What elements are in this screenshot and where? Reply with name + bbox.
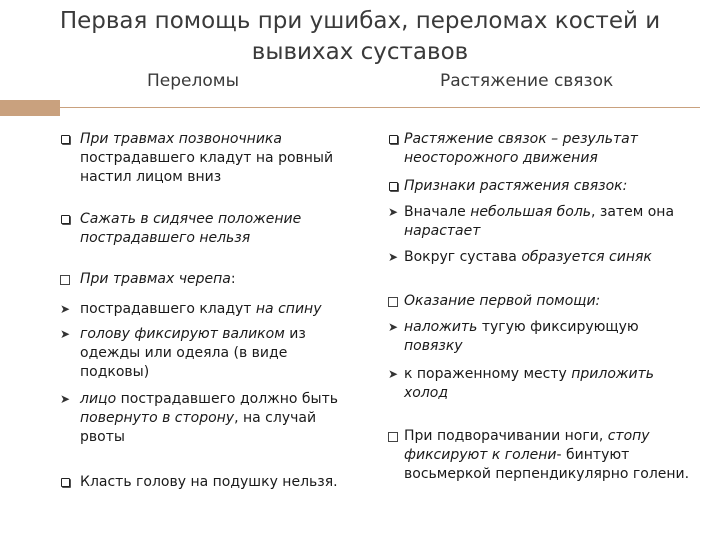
list-item-text: Признаки растяжения связок: xyxy=(404,178,628,194)
list-item-text: на спину xyxy=(255,301,322,317)
list-item-text: из одежды или одеяла (в виде подковы) xyxy=(80,326,306,380)
title-divider xyxy=(60,107,700,108)
list-item-text: стопу фиксируют к голени xyxy=(404,428,650,463)
arrow-bullet-icon: ➤ xyxy=(59,327,71,341)
hollow-square-icon xyxy=(385,292,401,311)
list-item xyxy=(80,325,352,382)
list-item-text: приложить холод xyxy=(404,366,655,401)
list-item-text: При подворачивании ноги, xyxy=(404,428,608,444)
arrow-bullet-icon: ➤ xyxy=(387,250,399,264)
hollow-square-icon xyxy=(57,270,73,289)
list-item-text: повернуто в сторону xyxy=(80,410,235,426)
list-item-text: Сажать в сидячее положение пострадавшего нельзя xyxy=(80,211,302,246)
list-item xyxy=(404,130,696,168)
list-item-text: голову фиксируют валиком xyxy=(80,326,285,342)
list-item-text: небольшая боль xyxy=(470,204,592,220)
list-item xyxy=(80,270,352,289)
list-item-text: Оказание первой помощи: xyxy=(404,293,601,309)
arrow-bullet-icon: ➤ xyxy=(387,205,399,219)
list-item-text: наложить xyxy=(404,319,478,335)
list-item-text: пострадавшего должно быть xyxy=(116,391,339,407)
list-item-text: пострадавшего кладут на ровный настил лицом вниз xyxy=(80,150,334,185)
list-item-text: При травмах позвоночника xyxy=(80,131,282,147)
list-item xyxy=(80,300,352,319)
arrow-bullet-icon: ➤ xyxy=(59,392,71,406)
list-item-text: нарастает xyxy=(404,223,481,239)
list-item-text: Класть голову на подушку нельзя. xyxy=(80,474,338,490)
square-bullet-icon xyxy=(385,130,401,149)
list-item xyxy=(404,318,696,356)
square-bullet-icon xyxy=(57,473,73,492)
list-item-text: лицо xyxy=(80,391,117,407)
list-item-text: - бинтуют восьмеркой перпендикулярно голени. xyxy=(404,447,690,482)
square-bullet-icon xyxy=(57,130,73,149)
list-item-text: к пораженному месту xyxy=(404,366,572,382)
list-item-text: тугую фиксирующую xyxy=(477,319,639,335)
list-item-text: Растяжение связок – результат неосторожного движения xyxy=(404,131,638,166)
right-column-heading: Растяжение связок xyxy=(440,71,614,91)
arrow-bullet-icon: ➤ xyxy=(387,320,399,334)
list-item xyxy=(80,210,352,248)
list-item-text: : xyxy=(230,271,236,287)
arrow-bullet-icon: ➤ xyxy=(59,302,71,316)
square-bullet-icon xyxy=(385,177,401,196)
list-item-text: образуется синяк xyxy=(521,249,652,265)
list-item xyxy=(404,248,696,267)
list-item xyxy=(80,473,352,492)
list-item xyxy=(404,203,696,241)
list-item-text: пострадавшего кладут xyxy=(80,301,256,317)
list-item-text: При травмах черепа xyxy=(80,271,231,287)
arrow-bullet-icon: ➤ xyxy=(387,367,399,381)
list-item-text: повязку xyxy=(404,338,463,354)
list-item xyxy=(404,292,696,311)
list-item xyxy=(404,365,696,403)
list-item xyxy=(404,427,696,484)
list-item xyxy=(80,390,352,447)
accent-bar xyxy=(0,100,60,116)
list-item-text: Вокруг сустава xyxy=(404,249,522,265)
list-item-text: , затем она xyxy=(591,204,675,220)
list-item-text: , на случай рвоты xyxy=(80,410,317,445)
page-title: Первая помощь при ушибах, переломах костей и вывихах суставов xyxy=(59,8,661,65)
list-item xyxy=(80,130,352,187)
square-bullet-icon xyxy=(57,210,73,229)
left-column-heading: Переломы xyxy=(147,71,240,91)
hollow-square-icon xyxy=(385,427,401,446)
list-item xyxy=(404,177,696,196)
list-item-text: Вначале xyxy=(404,204,471,220)
